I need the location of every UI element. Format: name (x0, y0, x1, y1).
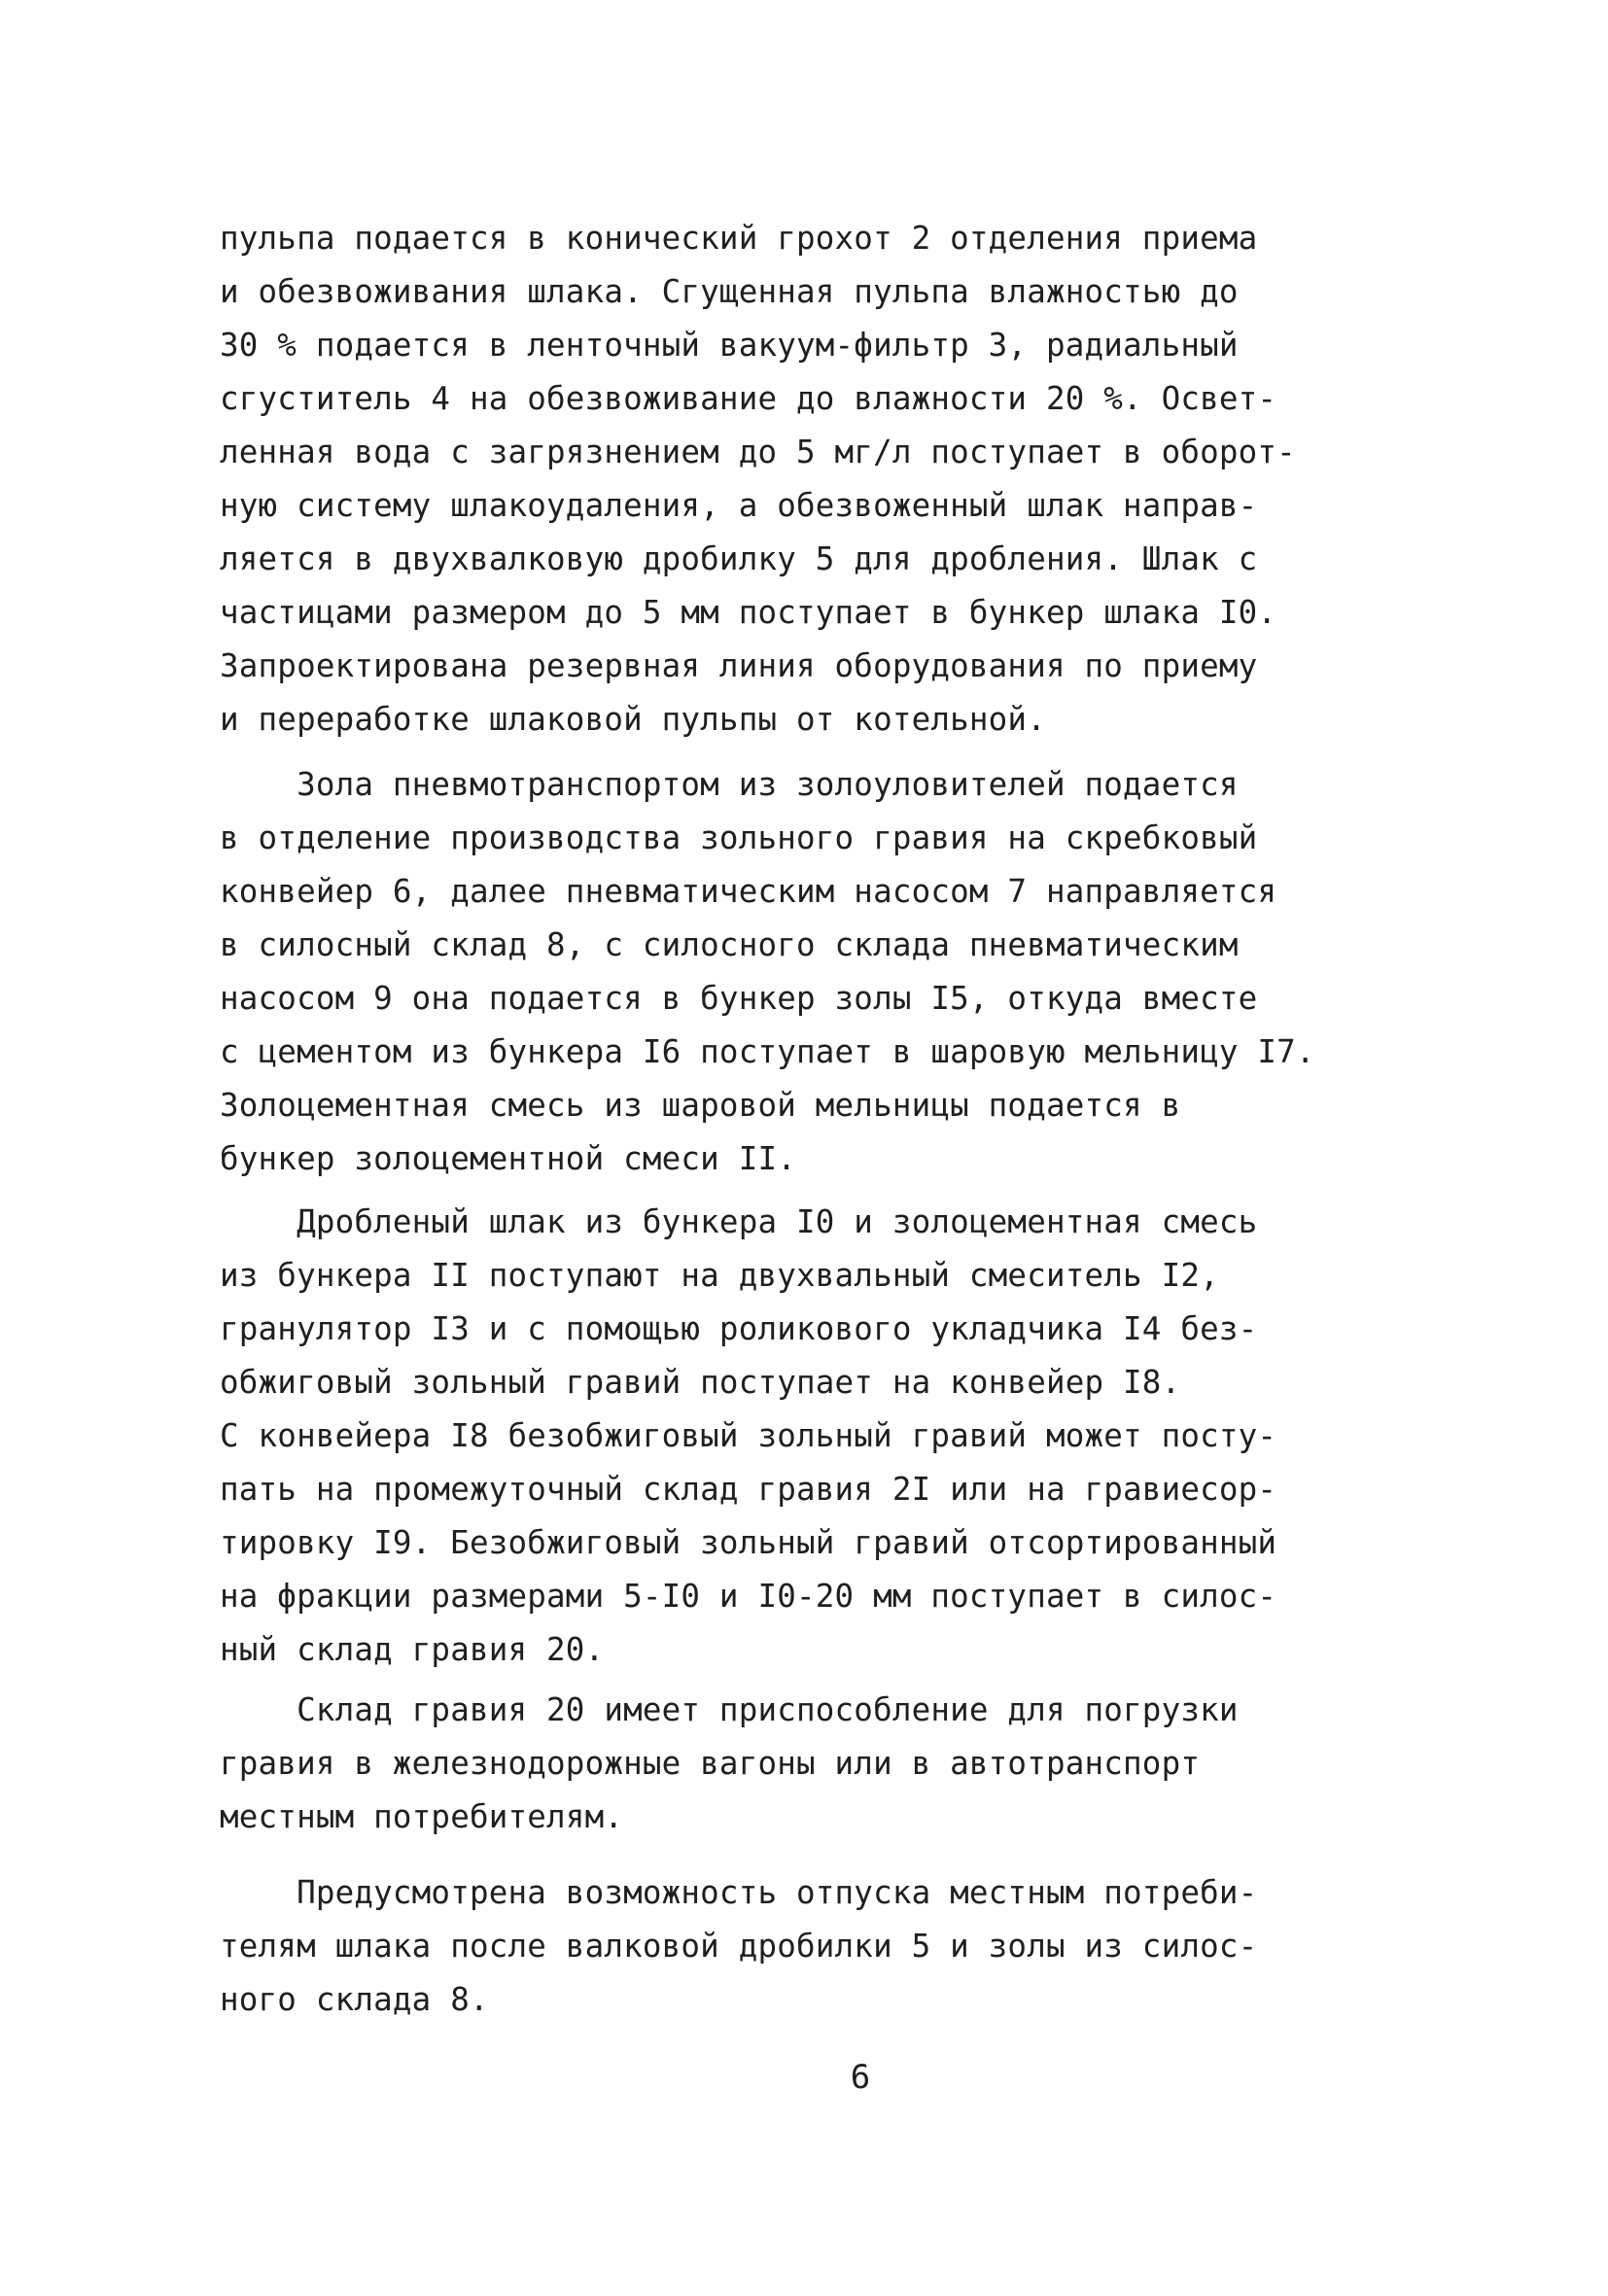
paragraph-gravel-production (220, 1196, 1474, 1677)
text-line: пульпа подается в конический грохот 2 отделения приема (220, 220, 1258, 257)
paragraph-ash-transport (220, 758, 1474, 1186)
text-line: Склад гравия 20 имеет приспособление для погрузки (220, 1691, 1239, 1728)
text-line: телям шлака после валковой дробилки 5 и золы из силос- (220, 1928, 1258, 1965)
text-line: в силосный склад 8, с силосного склада пневматическим (220, 926, 1239, 963)
text-line: с цементом из бункера I6 поступает в шаровую мельницу I7. (220, 1033, 1315, 1070)
text-line: и обезвоживания шлака. Сгущенная пульпа влажностью до (220, 273, 1239, 310)
text-line: С конвейера I8 безобжиговый зольный гравий может посту- (220, 1417, 1277, 1454)
text-line: Дробленый шлак из бункера I0 и золоцементная смесь (220, 1203, 1258, 1240)
text-line: обжиговый зольный гравий поступает на конвейер I8. (220, 1364, 1181, 1401)
text-line: ную систему шлакоудаления, а обезвоженный шлак направ- (220, 487, 1258, 524)
text-line: ленная вода с загрязнением до 5 мг/л поступает в оборот- (220, 434, 1296, 470)
text-line: местным потребителям. (220, 1798, 624, 1835)
paragraph-slag-processing (220, 212, 1474, 747)
text-line: тировку I9. Безобжиговый зольный гравий отсортированный (220, 1524, 1277, 1561)
text-line: Предусмотрена возможность отпуска местным потреби- (220, 1874, 1258, 1911)
text-line: ного склада 8. (220, 1981, 489, 2018)
text-line: Запроектирована резервная линия оборудования по приему (220, 647, 1258, 684)
text-line: 30 % подается в ленточный вакуум-фильтр 3, радиальный (220, 327, 1239, 364)
text-line: частицами размером до 5 мм поступает в бункер шлака I0. (220, 594, 1277, 631)
text-line: ляется в двухвалковую дробилку 5 для дробления. Шлак с (220, 540, 1258, 577)
paragraph-local-supply (220, 1866, 1474, 2027)
page-number: 6 (850, 2058, 871, 2097)
text-line: Золоцементная смесь из шаровой мельницы подается в (220, 1087, 1181, 1124)
text-line: гранулятор I3 и с помощью роликового укладчика I4 без- (220, 1310, 1258, 1347)
text-line: гравия в железнодорожные вагоны или в автотранспорт (220, 1745, 1201, 1782)
text-line: ный склад гравия 20. (220, 1631, 605, 1668)
text-line: из бункера II поступают на двухвальный смеситель I2, (220, 1257, 1219, 1294)
text-line: сгуститель 4 на обезвоживание до влажности 20 %. Освет- (220, 380, 1277, 417)
text-line: на фракции размерами 5-I0 и I0-20 мм поступает в силос- (220, 1578, 1277, 1615)
text-line: насосом 9 она подается в бункер золы I5, откуда вместе (220, 980, 1258, 1017)
text-line: Зола пневмотранспортом из золоуловителей подается (220, 766, 1239, 803)
text-line: бункер золоцементной смеси II. (220, 1140, 796, 1177)
text-line: пать на промежуточный склад гравия 2I или на гравиесор- (220, 1471, 1277, 1508)
text-line: конвейер 6, далее пневматическим насосом 7 направляется (220, 873, 1277, 910)
paragraph-gravel-warehouse (220, 1684, 1474, 1844)
text-line: и переработке шлаковой пульпы от котельной. (220, 701, 1046, 738)
text-line: в отделение производства зольного гравия на скребковый (220, 819, 1258, 856)
